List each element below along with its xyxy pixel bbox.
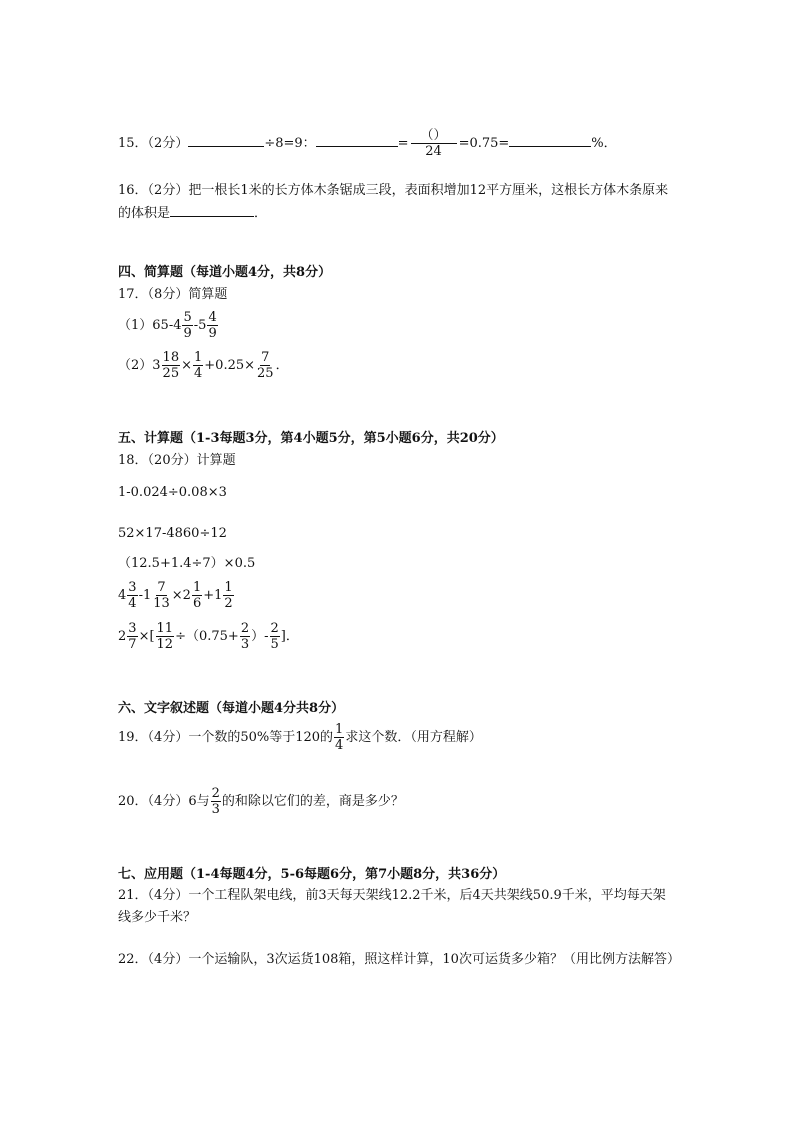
answer-blank[interactable] (509, 132, 591, 147)
calc-4: 4 $\frac{3}{4}$ -1 $\frac{7}{13}$ ×2 $\frac{1}{6}$ +1 $\frac{1}{2}$ (118, 580, 233, 611)
calc-3: （12.5+1.4÷7）×0.5 (118, 556, 256, 571)
fraction: $\frac{2}{3}$ (240, 621, 250, 652)
calc-2: 52×17-4860÷12 (118, 526, 227, 541)
fraction: $\frac{2}{3}$ (211, 786, 220, 817)
fraction: $\frac{2}{5}$ (270, 621, 279, 652)
expression-17-1: （1）65-4 $\frac{5}{9}$ -5 $\frac{4}{9}$ (118, 310, 217, 341)
fraction: $\frac{1}{2}$ (224, 580, 233, 611)
question-20: 20．（4分）6与 $\frac{2}{3}$ 的和除以它们的差，商是多少？ (118, 786, 404, 817)
fraction: $\frac{5}{9}$ (183, 310, 192, 341)
section-4-heading: 四、简算题（每道小题4分，共8分） (118, 265, 332, 280)
answer-blank[interactable] (170, 202, 254, 217)
fraction: $\frac{18}{25}$ (162, 350, 180, 381)
answer-blank[interactable] (316, 132, 398, 147)
fraction: $\frac{()}{24}$ (411, 128, 457, 159)
question-15: 15．（2分） ÷8=9： = $\frac{()}{24}$ =0.75= %． (118, 128, 617, 159)
answer-blank[interactable] (188, 132, 264, 147)
fraction: $\frac{1}{4}$ (194, 350, 203, 381)
question-19: 19．（4分）一个数的50%等于120的 $\frac{1}{4}$ 求这个数．（用方程解） (118, 722, 482, 753)
question-16: 16．（2分）把一根长1米的长方体木条锯成三段，表面积增加12平方厘米，这根长方体木条原来的体积是 ． (118, 183, 669, 221)
calc-5: 2 $\frac{3}{7}$ ×[ $\frac{11}{12}$ ÷（0.75+ $\frac{2}{3}$ ）- $\frac{2}{5}$ ]． (118, 621, 299, 652)
fraction: $\frac{4}{9}$ (208, 310, 217, 341)
question-21: 21．（4分）一个工程队架电线，前3天每天架线12.2千米，后4天共架线50.9千米，平均每天架线多少千米？ (118, 888, 666, 925)
section-7-heading: 七、应用题（1-4每题4分，5-6每题6分，第7小题8分，共36分） (118, 867, 506, 882)
question-22: 22．（4分）一个运输队，3次运货108箱，照这样计算，10次可运货多少箱？（用比例方法解答） (118, 952, 680, 967)
section-6-heading: 六、文字叙述题（每道小题4分共8分） (118, 701, 345, 716)
fraction: $\frac{1}{6}$ (192, 580, 202, 611)
calc-1: 1-0.024÷0.08×3 (118, 485, 227, 500)
question-17: 17．（8分）简算题 (118, 287, 228, 302)
fraction: $\frac{11}{12}$ (156, 621, 174, 652)
expression-17-2: （2）3 $\frac{18}{25}$ × $\frac{1}{4}$ +0.25× $\frac{7}{25}$ ． (118, 350, 289, 381)
fraction: $\frac{7}{13}$ (153, 580, 170, 611)
section-5-heading: 五、计算题（1-3每题3分，第4小题5分，第5小题6分，共20分） (118, 431, 504, 446)
fraction: $\frac{7}{25}$ (257, 350, 274, 381)
fraction: $\frac{3}{4}$ (128, 580, 137, 611)
fraction: $\frac{3}{7}$ (128, 621, 137, 652)
fraction: $\frac{1}{4}$ (335, 722, 344, 753)
question-18: 18．（20分）计算题 (118, 453, 236, 468)
